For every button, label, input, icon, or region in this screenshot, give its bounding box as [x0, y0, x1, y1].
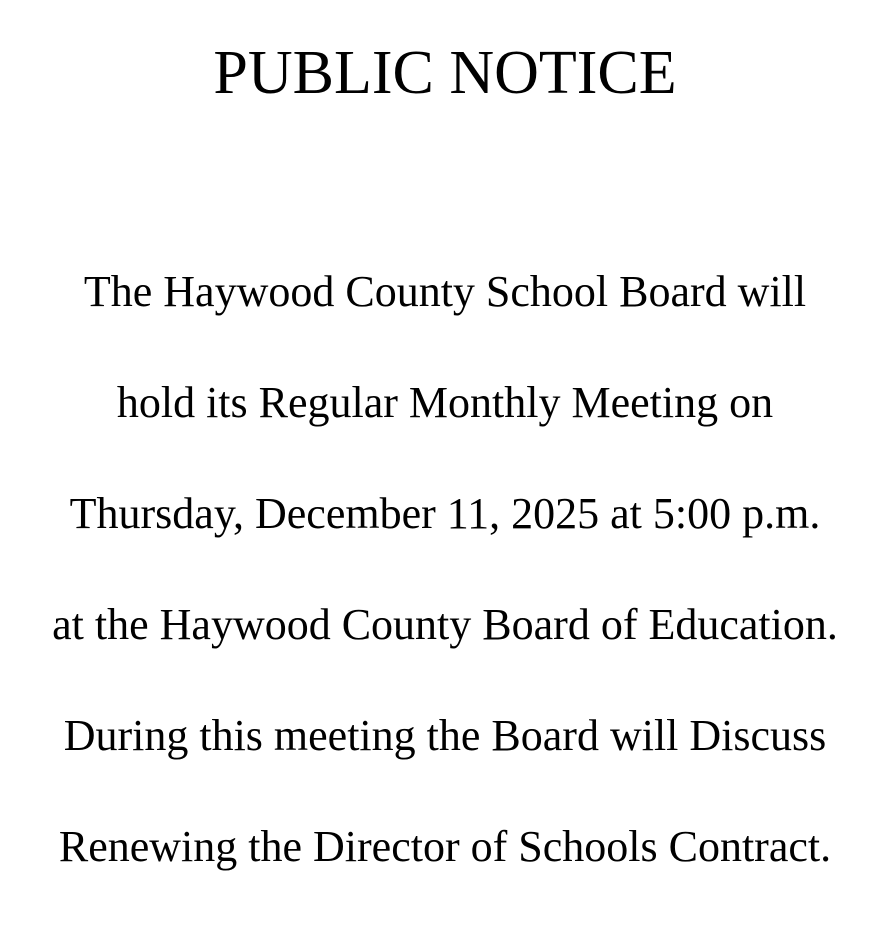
- notice-body-line: During this meeting the Board will Discuss: [63, 711, 827, 760]
- notice-body-line: The Haywood County School Board will: [83, 267, 807, 316]
- notice-body-line: Renewing the Director of Schools Contract.: [58, 822, 832, 871]
- notice-body-line: at the Haywood County Board of Education.: [52, 600, 838, 649]
- notice-body: [0, 262, 890, 928]
- notice-body-line: Thursday, December 11, 2025 at 5:00 p.m.: [69, 489, 821, 538]
- notice-body-line: hold its Regular Monthly Meeting on: [116, 378, 774, 427]
- notice-title: PUBLIC NOTICE: [213, 39, 677, 107]
